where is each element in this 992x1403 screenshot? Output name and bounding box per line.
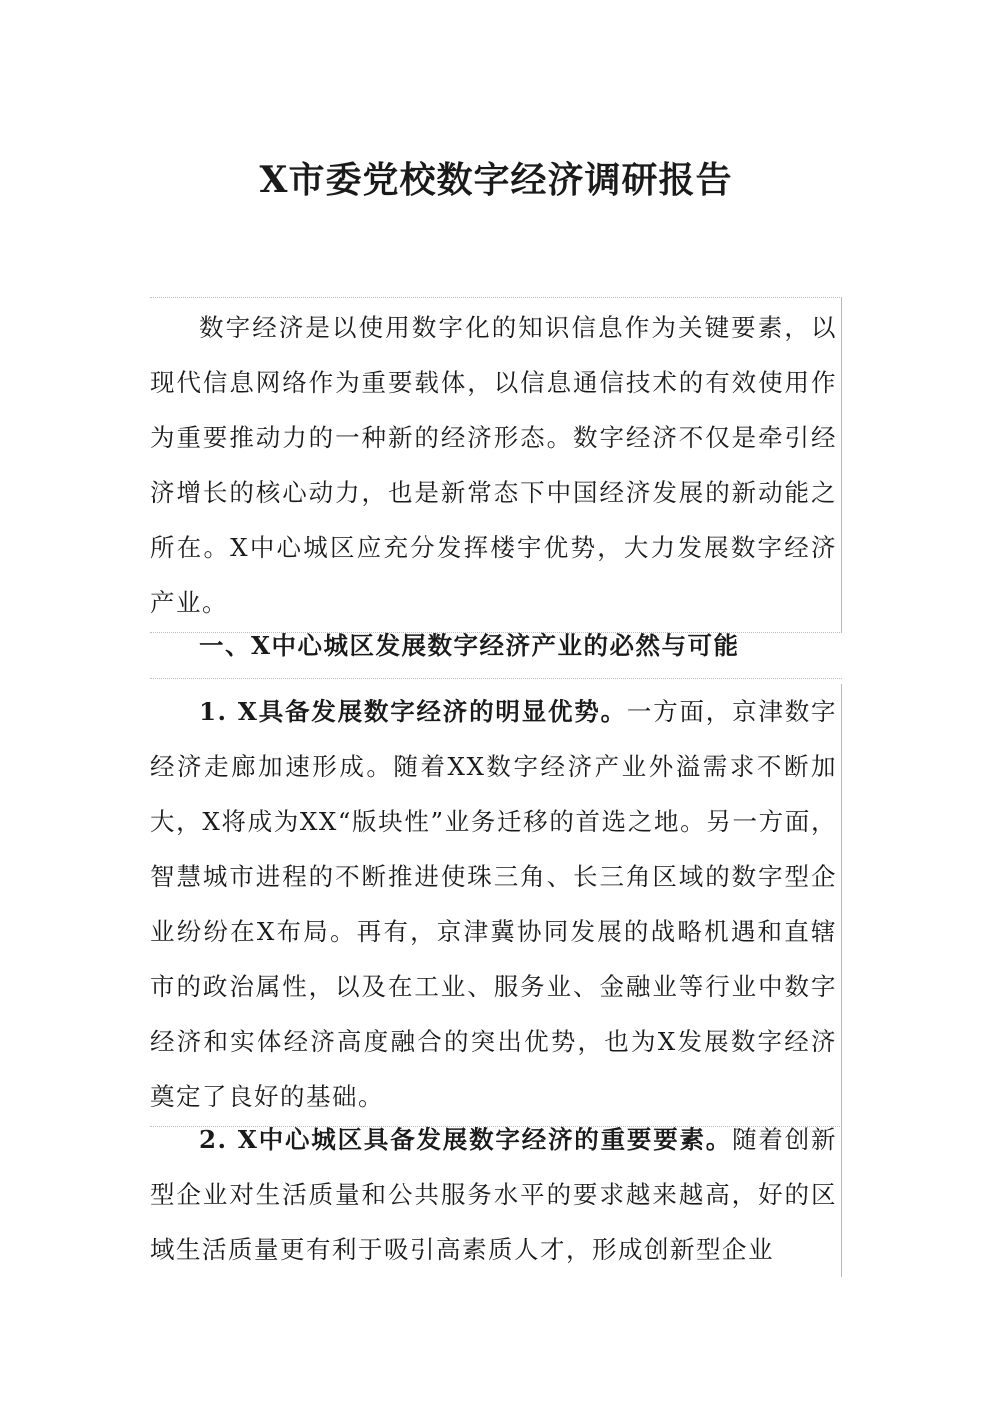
section-heading: 一、X中心城区发展数字经济产业的必然与可能 [150,614,842,679]
point-2-text: 随着创新型企业对生活质量和公共服务水平的要求越来越高，好的区域生活质量更有利于吸引高素质人才，形成创新型企业 [150,1125,837,1264]
point-2-lead: 2. X中心城区具备发展数字经济的重要要素。 [199,1125,733,1154]
point-2-block [150,1112,842,1277]
document-title: X市委党校数字经济调研报告 [259,159,733,201]
section-heading-block [150,614,842,679]
point-2-paragraph [150,1112,842,1277]
point-1-lead: 1. X具备发展数字经济的明显优势。 [199,697,627,726]
point-1-paragraph [150,684,842,1127]
intro-block [150,297,842,633]
intro-paragraph: 数字经济是以使用数字化的知识信息作为关键要素，以现代信息网络作为重要载体，以信息通信技术的有效使用作为重要推动力的一种新的经济形态。数字经济不仅是牵引经济增长的核心动力，也是新常态下中国经济发展的新动能之所在。X中心城区应充分发挥楼宇优势，大力发展数字经济产业。 [150,297,842,633]
point-1-block [150,684,842,1127]
point-1-text: 一方面，京津数字经济走廊加速形成。随着XX数字经济产业外溢需求不断加大，X将成为XX“版块性”业务迁移的首选之地。另一方面，智慧城市进程的不断推进使珠三角、长三角区域的数字型企业纷纷在X布局。再有，京津冀协同发展的战略机遇和直辖市的政治属性，以及在工业、服务业、金融业等行业中数字经济和实体经济高度融合的突出优势，也为X发展数字经济奠定了良好的基础。 [150,697,837,1111]
